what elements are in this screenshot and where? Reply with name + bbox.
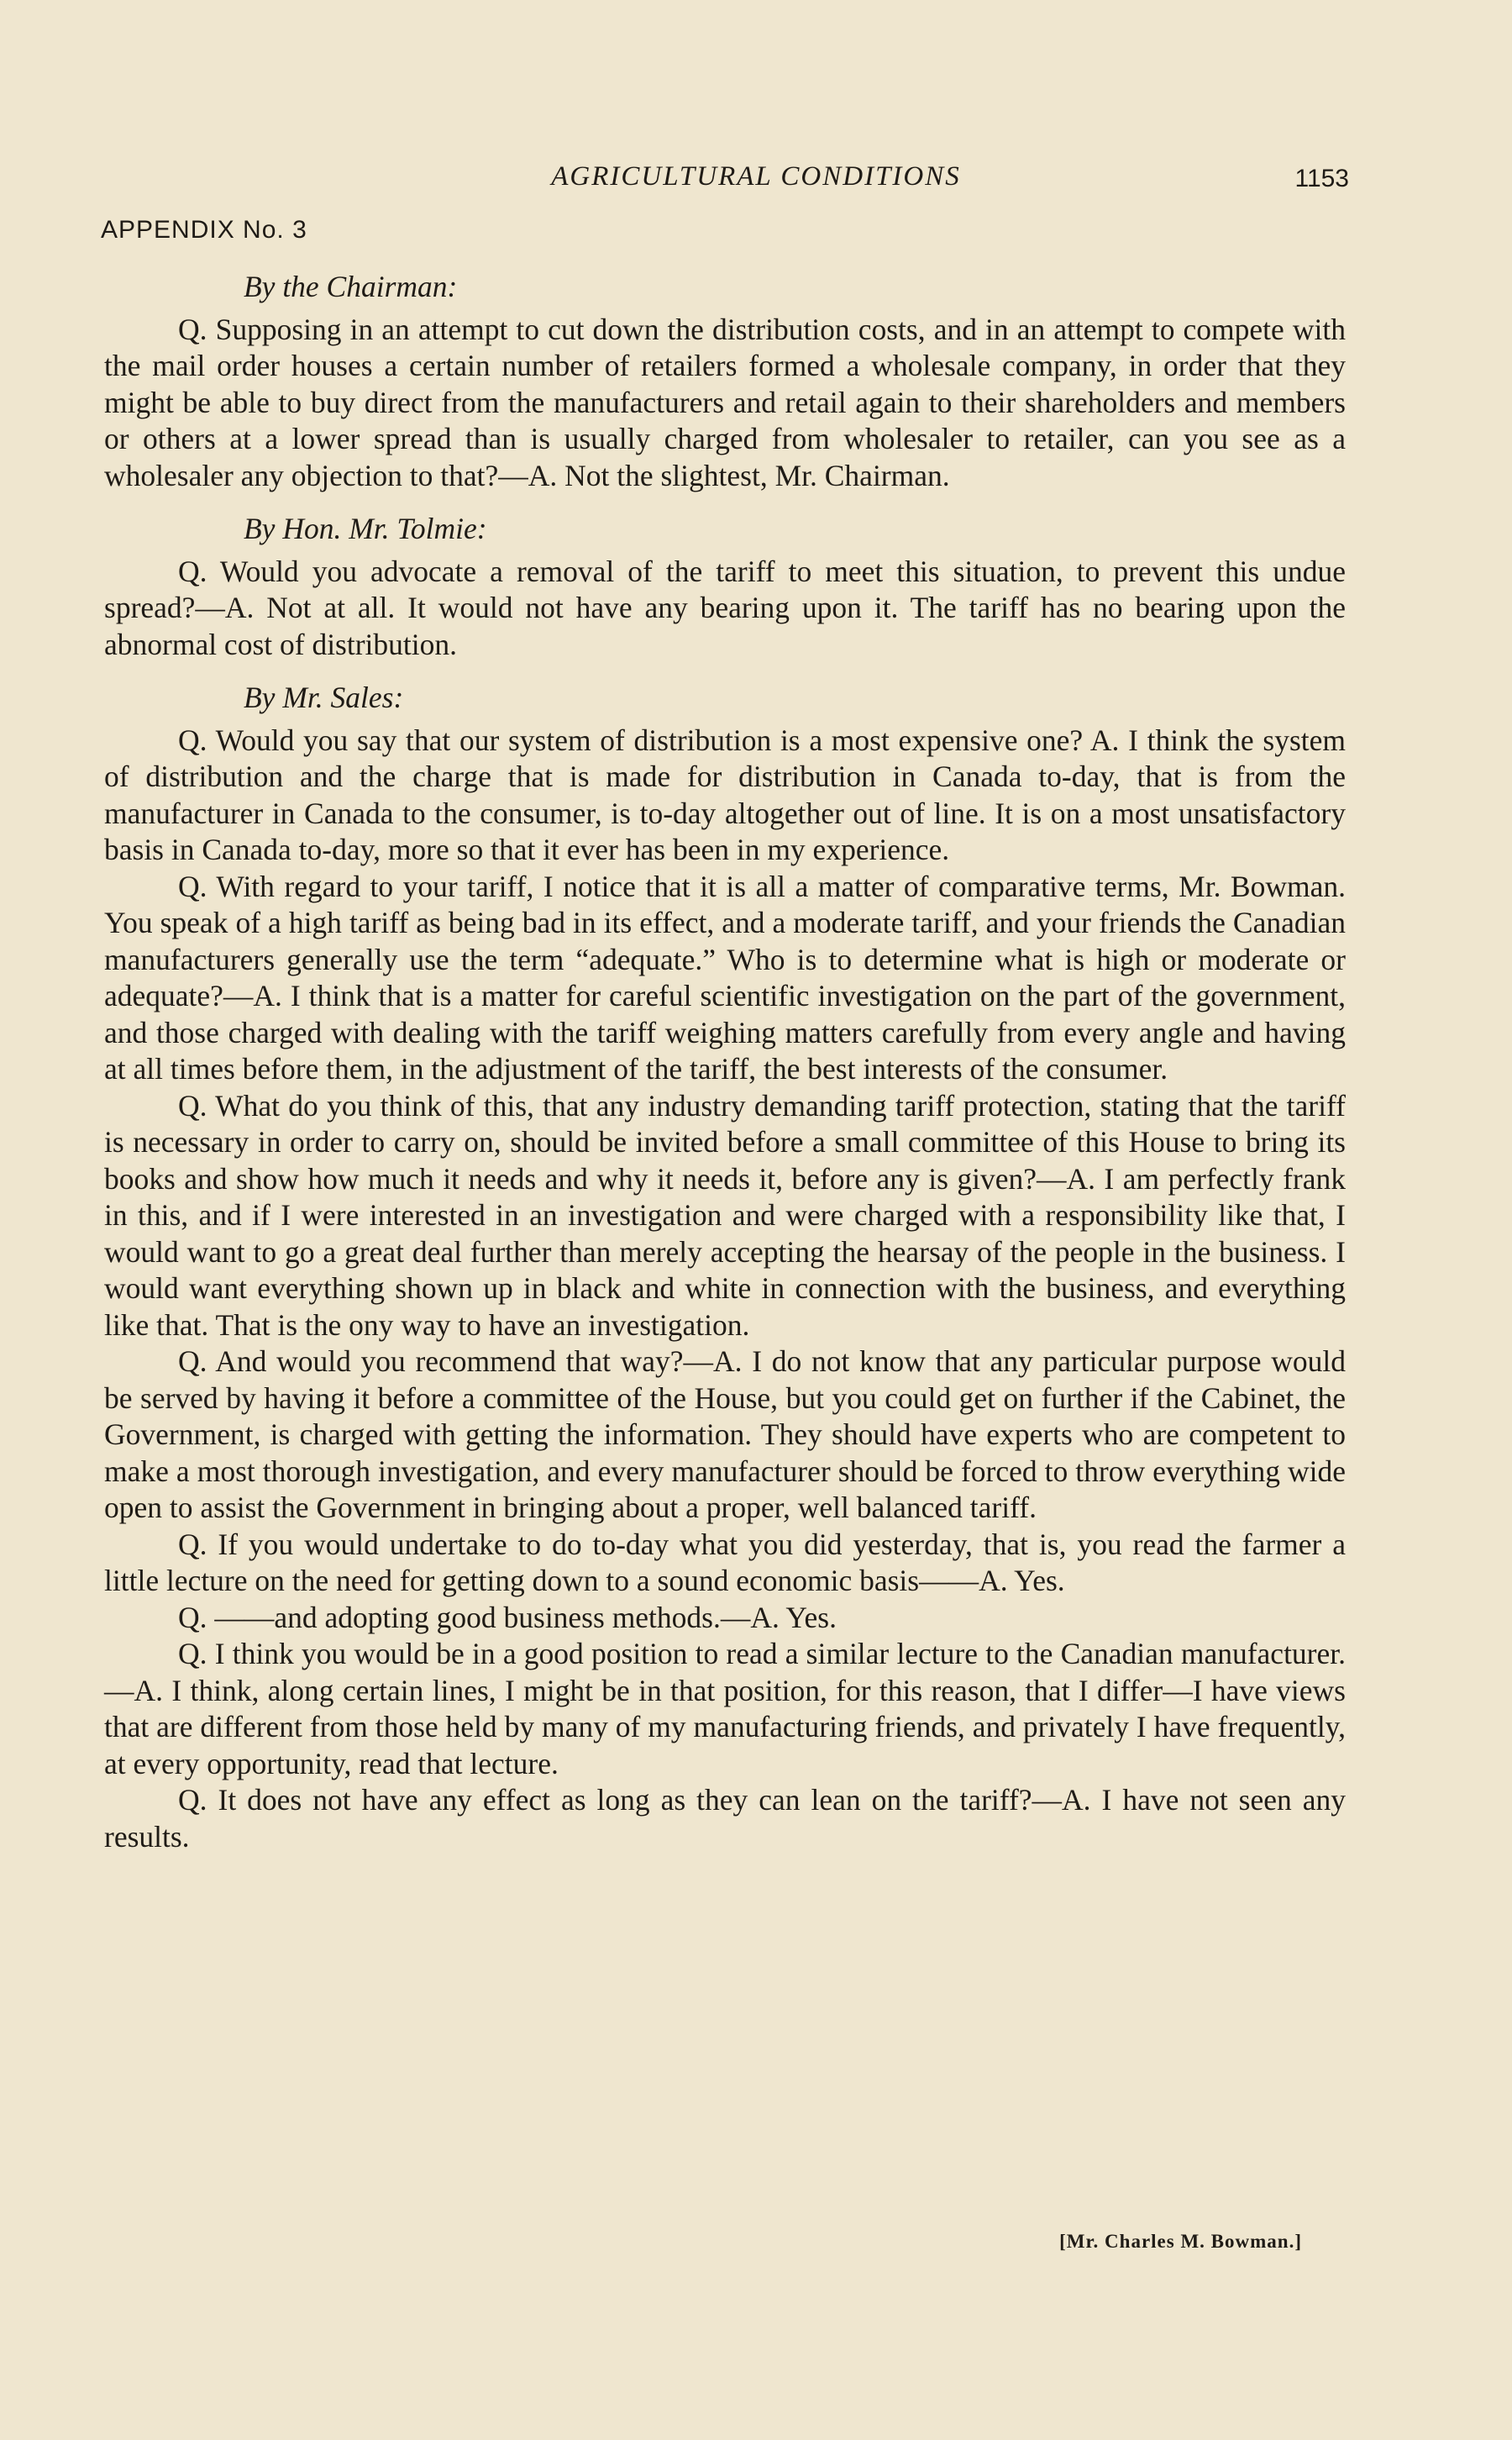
- transcript-paragraph: Q. What do you think of this, that any industry demanding tariff protection, stating that the tariff is necessary in order to carry on, should be invited before a small committee of this House to bring its books and show how much it needs and why it needs it, before any is given?—A. I am perfectly frank in this, and if I were interested in an investigation and were charged with a responsibility like that, I would want to go a great deal further than merely accepting the hearsay of the people in the business. I would want everything shown up in black and white in connection with the business, and everything like that. That is the ony way to have an investigation.: [104, 1088, 1346, 1342]
- speaker-heading: By Hon. Mr. Tolmie:: [244, 512, 487, 545]
- transcript-paragraph: Q. Would you advocate a removal of the tariff to meet this situation, to prevent this undue spread?—A. Not at all. It would not have any bearing upon it. The tariff has no bearing upon the abnormal cost of distribution.: [104, 554, 1346, 661]
- transcript-paragraph: Q. ——and adopting good business methods.—A. Yes.: [178, 1600, 837, 1634]
- transcript-paragraph: Q. If you would undertake to do to-day what you did yesterday, that is, you read the farmer a little lecture on the need for getting down to a sound economic basis——A. Yes.: [104, 1527, 1346, 1597]
- transcript-body: [104, 269, 1346, 1855]
- speaker-heading: By the Chairman:: [244, 270, 458, 303]
- page-number: 1153: [1294, 165, 1349, 192]
- running-title: AGRICULTURAL CONDITIONS: [551, 161, 961, 192]
- transcript-paragraph: Q. I think you would be in a good position to read a similar lecture to the Canadian manufacturer.—A. I think, along certain lines, I might be in that position, for this reason, that I differ—I have views that are different from those held by many of my manufacturing friends, and privately I have frequently, at every opportunity, read that lecture.: [104, 1637, 1346, 1780]
- transcript-paragraph: Q. It does not have any effect as long as they can lean on the tariff?—A. I have not seen any results.: [104, 1783, 1346, 1854]
- transcript-paragraph: Q. And would you recommend that way?—A. I do not know that any particular purpose would be served by having it before a committee of the House, but you could get on further if the Cabinet, the Government, is charged with getting the information. They should have experts who are competent to make a most thorough investigation, and every manufacturer should be forced to throw everything wide open to assist the Government in bringing about a proper, well balanced tariff.: [104, 1344, 1346, 1524]
- witness-signoff: [Mr. Charles M. Bowman.]: [1059, 2231, 1302, 2252]
- appendix-label: APPENDIX No. 3: [101, 216, 307, 244]
- transcript-paragraph: Q. Supposing in an attempt to cut down the distribution costs, and in an attempt to compete with the mail order houses a certain number of retailers formed a wholesale company, in order that they might be able to buy direct from the manufacturers and retail again to their shareholders and members or others at a lower spread than is usually charged from wholesaler to retailer, can you see as a wholesaler any objection to that?—A. Not the slightest, Mr. Chairman.: [104, 312, 1346, 492]
- transcript-paragraph: Q. Would you say that our system of distribution is a most expensive one? A. I think the system of distribution and the charge that is made for distribution in Canada to-day, that is from the manufacturer in Canada to the consumer, is to-day altogether out of line. It is on a most unsatisfactory basis in Canada to-day, more so that it ever has been in my experience.: [104, 723, 1346, 866]
- transcript-paragraph: Q. With regard to your tariff, I notice that it is all a matter of comparative terms, Mr. Bowman. You speak of a high tariff as being bad in its effect, and a moderate tariff, and your friends the Canadian manufacturers generally use the term “adequate.” Who is to determine what is high or moderate or adequate?—A. I think that is a matter for careful scientific investigation on the part of the government, and those charged with dealing with the tariff weighing matters carefully from every angle and having at all times before them, in the adjustment of the tariff, the best interests of the consumer.: [104, 869, 1346, 1086]
- speaker-heading: By Mr. Sales:: [244, 681, 404, 714]
